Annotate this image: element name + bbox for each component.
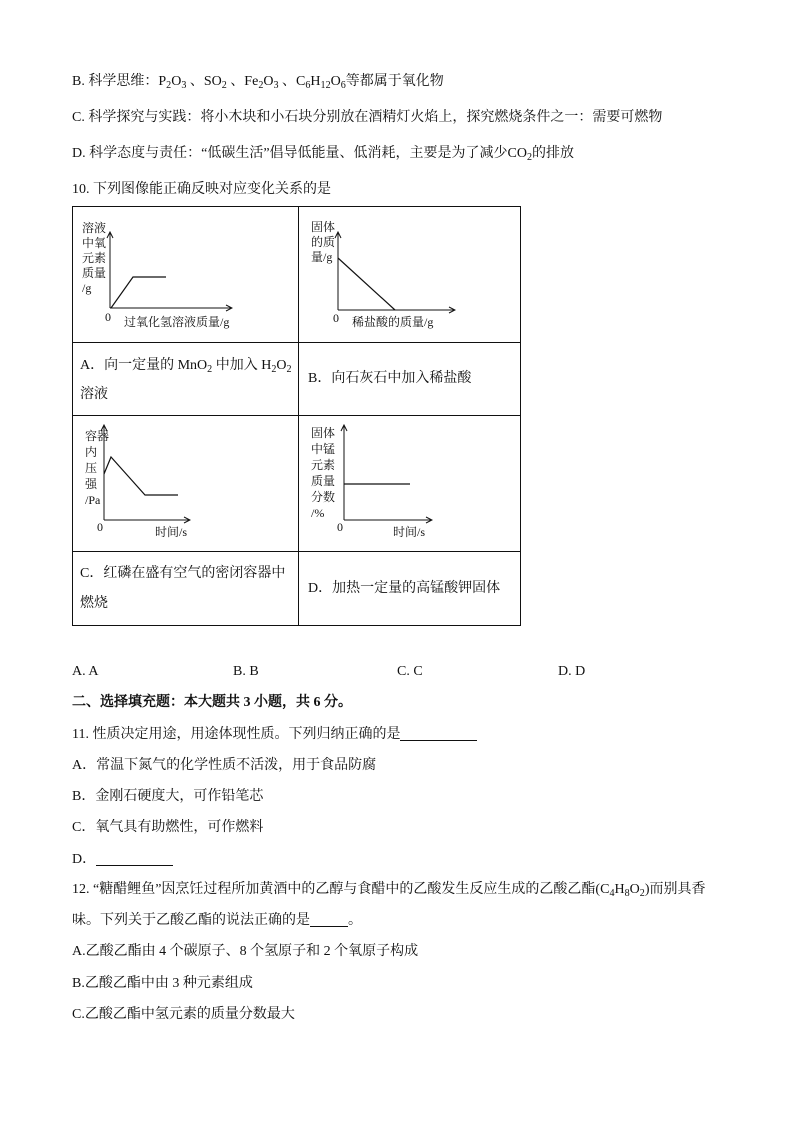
q9-option-d (72, 144, 574, 164)
caption-cell-b (299, 343, 521, 416)
text-run: B. 科学思维： (72, 74, 159, 89)
formula-subscript: 6 (340, 79, 346, 91)
y-axis-label (85, 428, 109, 508)
text-run: 的排放 (532, 146, 575, 161)
y-axis-label (82, 221, 106, 296)
y-axis-label-line: 中锰 (311, 442, 336, 456)
q10-choice-a: A. A (72, 664, 99, 679)
caption-cell-d (299, 552, 521, 626)
q11-option-c: C．氧气具有助燃性，可作燃料 (72, 820, 264, 835)
text-run: H (614, 882, 625, 897)
text-run: D. 科学态度与责任：“低碳生活”倡导低能量、低消耗，主要是为了减少CO (72, 146, 527, 161)
graph-cell-a (73, 207, 299, 343)
formula-subscript: 3 (181, 79, 187, 91)
y-axis-label (311, 220, 335, 265)
q12-stem-text: 味。下列关于乙酸乙酯的说法正确的是 (72, 913, 310, 928)
caption-cell-c (73, 552, 299, 626)
y-axis-label (311, 425, 335, 521)
x-axis-label: 时间/s (155, 525, 188, 539)
answer-blank (96, 851, 173, 866)
text-run: H (310, 74, 321, 89)
formula-subscript: 2 (166, 79, 172, 91)
formula-subscript: 3 (273, 79, 279, 91)
q12-stem-line1 (72, 880, 706, 900)
formula-subscript: 12 (320, 79, 331, 91)
curve (111, 277, 166, 308)
y-axis-label-line: 溶液 (82, 221, 107, 235)
text-run: P (158, 74, 167, 89)
formula-subscript: 6 (305, 79, 311, 91)
y-axis-label-line: 强 (85, 477, 98, 491)
text-run: 中加入 H (212, 358, 272, 373)
origin-label: 0 (97, 520, 103, 534)
q12-option-b: B.乙酸乙酯中由 3 种元素组成 (72, 976, 253, 991)
caption-c-line2: 燃烧 (80, 596, 108, 611)
formula-subscript: 2 (207, 363, 213, 375)
q12-option-a: A.乙酸乙酯由 4 个碳原子、8 个氢原子和 2 个氧原子构成 (72, 944, 419, 959)
q10-choice-b: B. B (233, 664, 259, 679)
q11-stem (72, 725, 477, 745)
formula-subscript: 2 (527, 151, 533, 163)
formula-subscript: 4 (609, 887, 615, 899)
text-run: O (171, 74, 182, 89)
y-axis-label-line: 质量 (311, 474, 336, 488)
y-axis-label-line: 量/g (311, 250, 333, 264)
y-axis-label-line: 质量 (82, 266, 107, 280)
text-run: 、C (278, 74, 306, 89)
text-run: 等都属于氧化物 (345, 74, 444, 89)
answer-blank (310, 912, 348, 927)
q10-choice-d: D. D (558, 664, 586, 679)
text-run: 、Fe (226, 74, 259, 89)
q12-option-c: C.乙酸乙酯中氢元素的质量分数最大 (72, 1007, 295, 1022)
formula-subscript: 2 (271, 363, 277, 375)
y-axis-label-line: 的质 (311, 235, 336, 249)
q11-option-b: B．金刚石硬度大，可作铅笔芯 (72, 789, 264, 804)
origin-label: 0 (333, 311, 339, 325)
q11-option-d-label: D． (72, 852, 97, 867)
text-run: O (263, 74, 274, 89)
caption-c-line1: C．红磷在盛有空气的密闭容器中 (80, 566, 286, 581)
answer-blank (400, 726, 477, 741)
y-axis-label-line: /% (311, 506, 325, 520)
text-run: 、SO (186, 74, 222, 89)
text-run: O (629, 882, 640, 897)
y-axis-label-line: 内 (85, 445, 98, 459)
q9-option-b (72, 72, 444, 92)
q11-option-d (72, 850, 173, 870)
graph-cell-c (73, 416, 299, 552)
curve (338, 258, 395, 310)
q10-graph-table (72, 206, 521, 626)
caption-b: B．向石灰石中加入稀盐酸 (308, 371, 472, 386)
text-run: 12. “糖醋鲤鱼”因烹饪过程所加黄酒中的乙醇与食醋中的乙酸发生反应生成的乙酸乙酯(C (72, 882, 610, 897)
caption-a-line1 (80, 356, 292, 376)
q11-option-a: A．常温下氮气的化学性质不活泼，用于食品防腐 (72, 758, 377, 773)
section-heading: 二、选择填充题：本大题共 3 小题，共 6 分。 (72, 695, 352, 710)
y-axis-label-line: 固体 (311, 426, 336, 440)
q12-stem-line2 (72, 911, 362, 931)
x-axis-label: 稀盐酸的质量/g (352, 315, 434, 329)
curve (104, 457, 178, 495)
text-run: O (330, 74, 341, 89)
formula-subscript: 2 (221, 79, 227, 91)
q12-stem-end: 。 (348, 913, 362, 928)
y-axis-label-line: /g (82, 281, 92, 295)
graph-cell-d (299, 416, 521, 552)
y-axis-label-line: 元素 (311, 458, 336, 472)
formula-subscript: 2 (258, 79, 264, 91)
y-axis-label-line: 固体 (311, 220, 336, 234)
x-axis-label: 过氧化氢溶液质量/g (124, 315, 230, 329)
y-axis-label-line: 分数 (311, 490, 336, 504)
text-run: A．向一定量的 MnO (80, 358, 208, 373)
formula-subscript: 2 (639, 887, 645, 899)
y-axis-label-line: 压 (85, 461, 98, 475)
q10-stem: 10. 下列图像能正确反映对应变化关系的是 (72, 182, 331, 197)
q9-option-c: C. 科学探究与实践：将小木块和小石块分别放在酒精灯火焰上，探究燃烧条件之一：需要可燃物 (72, 110, 663, 125)
y-axis-label-line: /Pa (85, 493, 101, 507)
origin-label: 0 (105, 310, 111, 324)
origin-label: 0 (337, 520, 343, 534)
y-axis-label-line: 容器 (85, 429, 110, 443)
text-run: )而别具香 (644, 882, 706, 897)
q10-choice-c: C. C (397, 664, 423, 679)
caption-cell-a (73, 343, 299, 416)
y-axis-label-line: 中氧 (82, 236, 107, 250)
q11-stem-text: 11. 性质决定用途，用途体现性质。下列归纳正确的是 (72, 727, 401, 742)
text-run: O (276, 358, 287, 373)
formula-subscript: 8 (624, 887, 630, 899)
graph-cell-b (299, 207, 521, 343)
caption-d: D．加热一定量的高锰酸钾固体 (308, 581, 501, 596)
y-axis-label-line: 元素 (82, 251, 107, 265)
caption-a-line2: 溶液 (80, 387, 108, 402)
x-axis-label: 时间/s (393, 525, 426, 539)
formula-subscript: 2 (286, 363, 292, 375)
